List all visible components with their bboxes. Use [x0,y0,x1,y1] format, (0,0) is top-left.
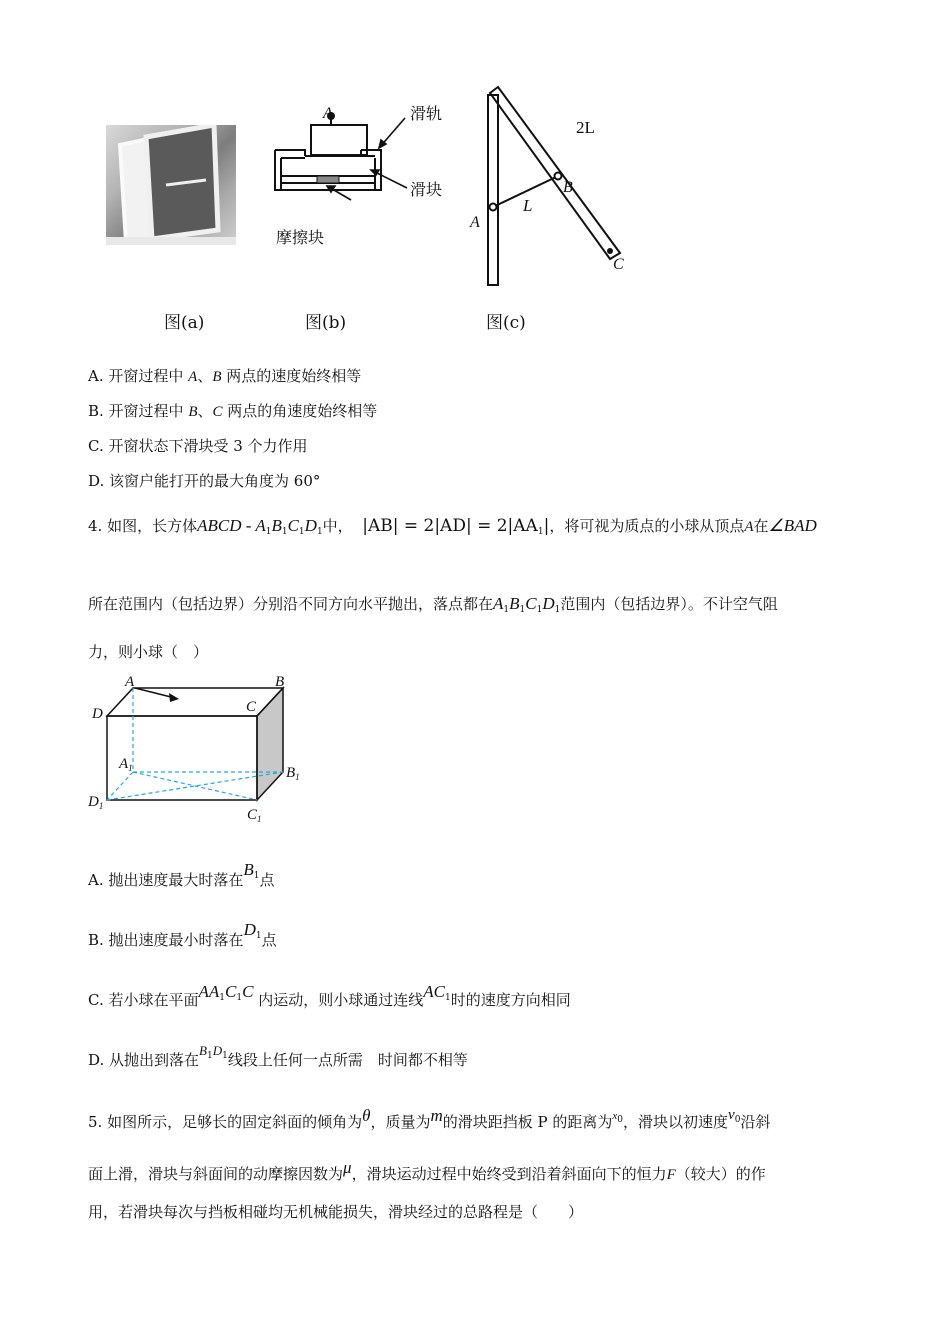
fig-a-caption: 图(a) [164,313,205,333]
cuboid-label-a: A [125,674,135,690]
joint-a [490,204,497,211]
q3-option-c[interactable]: C. 开窗状态下滑块受 3 个力作用 [88,437,308,455]
cuboid-label-d: D [92,706,103,722]
fig-c-caption: 图(c) [486,313,526,333]
q5-line-3: 用，若滑块每次与挡板相碰均无机械能损失，滑块经过的总路程是（ ） [88,1203,584,1221]
fig-b-label-a: A [323,105,333,122]
fig-c-label-a: A [470,214,480,231]
q3-option-a[interactable]: A. 开窗过程中 A、B 两点的速度始终相等 [88,367,362,385]
block-a [311,125,367,155]
q5-line-2: 面上滑，滑块与斜面间的动摩擦因数为μ，滑块运动过程中始终受到沿着斜面向下的恒力F（较大）的作 [88,1158,766,1183]
joint-b [555,173,562,180]
q3-option-b[interactable]: B. 开窗过程中 B、C 两点的角速度始终相等 [88,402,378,420]
q4-option-b[interactable]: B. 抛出速度最小时落在$D_1$点 [88,920,277,949]
q4-option-d[interactable]: D. 从抛出到落在$B_1D_1$线段上任何一点所需 时间都不相等 [88,1043,468,1069]
fig-b-label-rail: 滑轨 [410,104,443,123]
q4-line-3: 力，则小球（ ） [88,643,209,661]
point-c-dot [607,248,613,254]
q4-line-2: 所在范围内（包括边界）分别沿不同方向水平抛出，落点都在$A_1B_1C_1D_1$范围内（包括边界）。不计空气阻 [88,594,778,615]
cuboid-label-c: C [246,699,257,715]
q3-option-d[interactable]: D. 该窗户能打开的最大角度为 60° [88,472,321,490]
cuboid-label-d1: $D_1$ [88,794,104,811]
cuboid-right-face [257,688,283,800]
fig-b-label-friction: 摩擦块 [276,228,325,247]
friction-block [317,176,339,183]
q5-line-1: 5. 如图所示，足够长的固定斜面的倾角为θ，质量为m的滑块距挡板 P 的距离为$^{x_0}$，滑块以初速度$v_0$沿斜 [88,1106,771,1131]
fig-b-label-slider: 滑块 [410,180,443,199]
fig-c-label-c: C [613,256,624,273]
q4-option-c[interactable]: C. 若小球在平面$AA_1C_1C$ 内运动，则小球通过连线$AC_1$时的速度方向相同 [88,982,571,1009]
cuboid-diagram [85,672,315,832]
cuboid-label-b: B [275,674,285,690]
cuboid-label-b1: $B_1$ [286,765,300,782]
vertical-rail [488,95,498,285]
fig-c-label-2l: 2L [576,118,595,137]
fig-c-label-l: L [523,196,533,215]
q4-option-a[interactable]: A. 抛出速度最大时落在$B_1$点 [88,860,275,889]
cuboid-label-c1: $C_1$ [247,807,262,824]
window-photo [106,125,236,245]
q4-line-1: 4. 如图，长方体ABCD - $A_1B_1C_1D_1$中， $|AB| = 2|AD| = 2|AA_1|$，将可视为质点的小球从顶点A在∠BAD [88,516,817,537]
fig-b-caption: 图(b) [305,313,347,333]
window-photo-sketch [106,125,236,245]
fig-c-label-b: B [563,179,573,196]
cuboid-label-a1: $A_1$ [119,756,133,773]
